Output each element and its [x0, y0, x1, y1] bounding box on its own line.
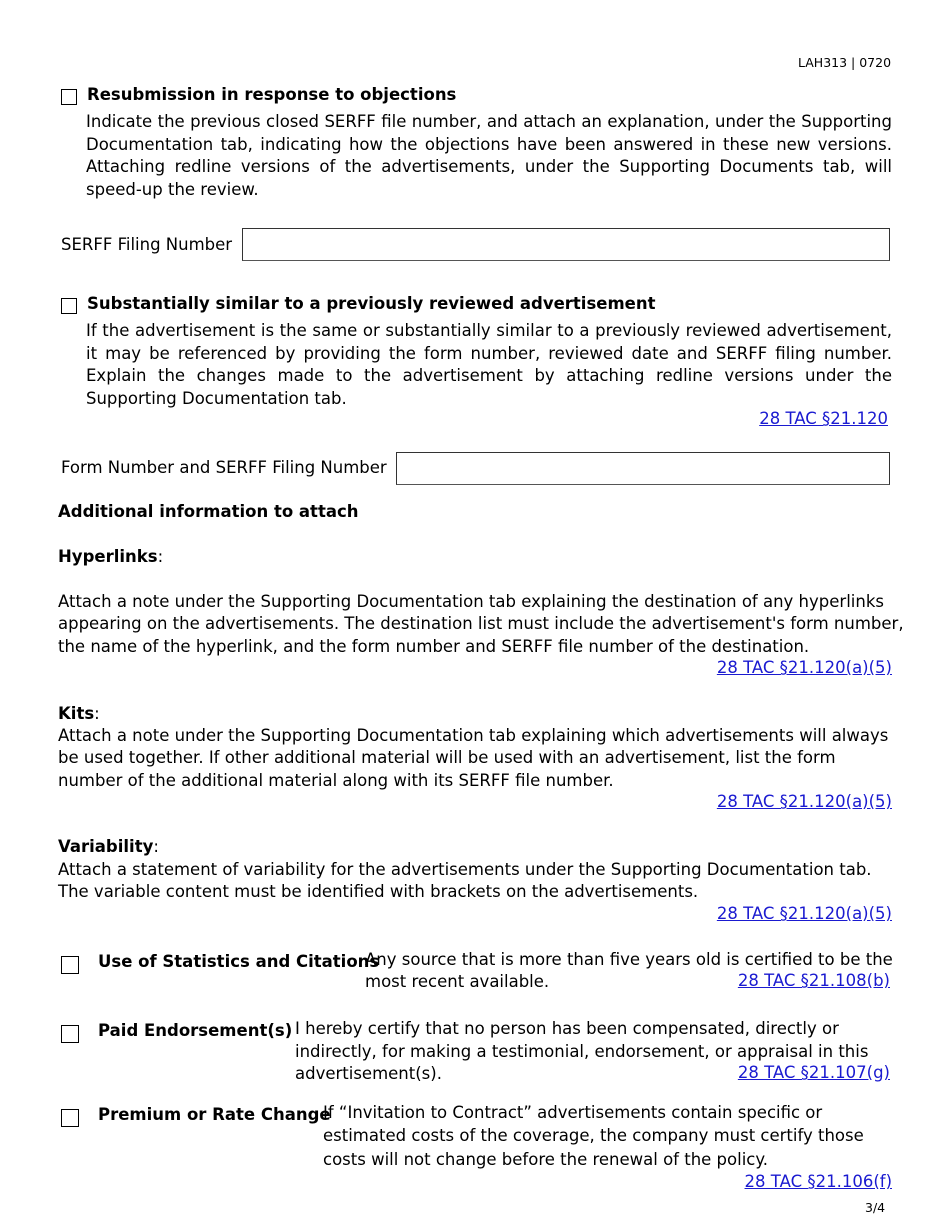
serff-filing-number-input[interactable] [242, 228, 890, 261]
serff-filing-number-label: SERFF Filing Number [61, 235, 233, 254]
resubmission-checkbox[interactable] [61, 89, 77, 105]
variability-colon: : [153, 837, 159, 856]
variability-line-2: The variable content must be identified with brackets on the advertisements. [58, 882, 699, 901]
premium-checkbox[interactable] [61, 1109, 79, 1127]
variability-citation-link[interactable]: 28 TAC §21.120(a)(5) [716, 904, 892, 923]
kits-line-1: Attach a note under the Supporting Documentation tab explaining which advertisements will always [58, 726, 889, 745]
kits-heading [58, 703, 100, 726]
resubmission-title: Resubmission in response to objections [87, 85, 457, 104]
premium-line-2: estimated costs of the coverage, the company must certify those [323, 1126, 864, 1145]
citation-link-21-120[interactable]: 28 TAC §21.120 [759, 409, 888, 428]
kits-title: Kits [58, 704, 95, 723]
statistics-line-2: most recent available. [365, 972, 550, 991]
endorsement-line-1: I hereby certify that no person has been compensated, directly or [295, 1019, 839, 1038]
statistics-line-1: Any source that is more than five years old is certified to be the [365, 950, 893, 969]
kits-colon: : [94, 704, 100, 723]
hyperlinks-heading [58, 546, 163, 569]
hyperlinks-title: Hyperlinks [58, 547, 158, 566]
statistics-checkbox[interactable] [61, 956, 79, 974]
kits-line-2: be used together. If other additional material will be used with an advertisement, list the form [58, 748, 836, 767]
form-number-serff-input[interactable] [396, 452, 890, 485]
page-number: 3/4 [865, 1200, 886, 1215]
similar-checkbox[interactable] [61, 298, 77, 314]
endorsement-checkbox[interactable] [61, 1025, 79, 1043]
variability-heading [58, 836, 159, 859]
hyperlinks-line-2: appearing on the advertisements. The destination list must include the advertisement's form number, [58, 614, 904, 633]
endorsement-line-3: advertisement(s). [295, 1064, 442, 1083]
form-number-serff-label: Form Number and SERFF Filing Number [61, 458, 387, 477]
variability-line-1: Attach a statement of variability for the advertisements under the Supporting Documentation tab. [58, 860, 872, 879]
similar-body: If the advertisement is the same or substantially similar to a previously reviewed advertisement, it may be referenced by providing the form number, reviewed date and SERFF filing number. Explain the changes made to the advertisement by attaching redline versions under the Supporting Documentation tab. [86, 321, 892, 408]
premium-citation-link[interactable]: 28 TAC §21.106(f) [744, 1172, 892, 1191]
form-code: LAH313 | 0720 [798, 55, 892, 70]
kits-line-3: number of the additional material along with its SERFF file number. [58, 771, 614, 790]
endorsement-line-2: indirectly, for making a testimonial, endorsement, or appraisal in this [295, 1042, 869, 1061]
endorsement-citation-link[interactable]: 28 TAC §21.107(g) [737, 1063, 890, 1082]
hyperlinks-citation-link[interactable]: 28 TAC §21.120(a)(5) [716, 658, 892, 677]
similar-title: Substantially similar to a previously reviewed advertisement [87, 294, 656, 313]
endorsement-title: Paid Endorsement(s) [98, 1021, 293, 1040]
additional-info-heading: Additional information to attach [58, 502, 359, 521]
premium-title: Premium or Rate Change [98, 1105, 331, 1124]
variability-title: Variability [58, 837, 154, 856]
statistics-citation-link[interactable]: 28 TAC §21.108(b) [737, 971, 890, 990]
kits-citation-link[interactable]: 28 TAC §21.120(a)(5) [716, 792, 892, 811]
hyperlinks-colon: : [157, 547, 164, 566]
premium-line-3: costs will not change before the renewal of the policy. [323, 1150, 769, 1169]
statistics-title: Use of Statistics and Citations [98, 952, 380, 971]
hyperlinks-line-1: Attach a note under the Supporting Documentation tab explaining the destination of any hyperlinks [58, 592, 884, 611]
premium-line-1: If “Invitation to Contract” advertisements contain specific or [323, 1103, 823, 1122]
resubmission-body: Indicate the previous closed SERFF file number, and attach an explanation, under the Supporting Documentation tab, indicating how the objections have been answered in these new versions. Attaching redline versions of the advertisements, under the Supporting Documents tab, will speed-up the review. [86, 112, 892, 199]
hyperlinks-line-3: the name of the hyperlink, and the form number and SERFF file number of the destination. [58, 637, 810, 656]
